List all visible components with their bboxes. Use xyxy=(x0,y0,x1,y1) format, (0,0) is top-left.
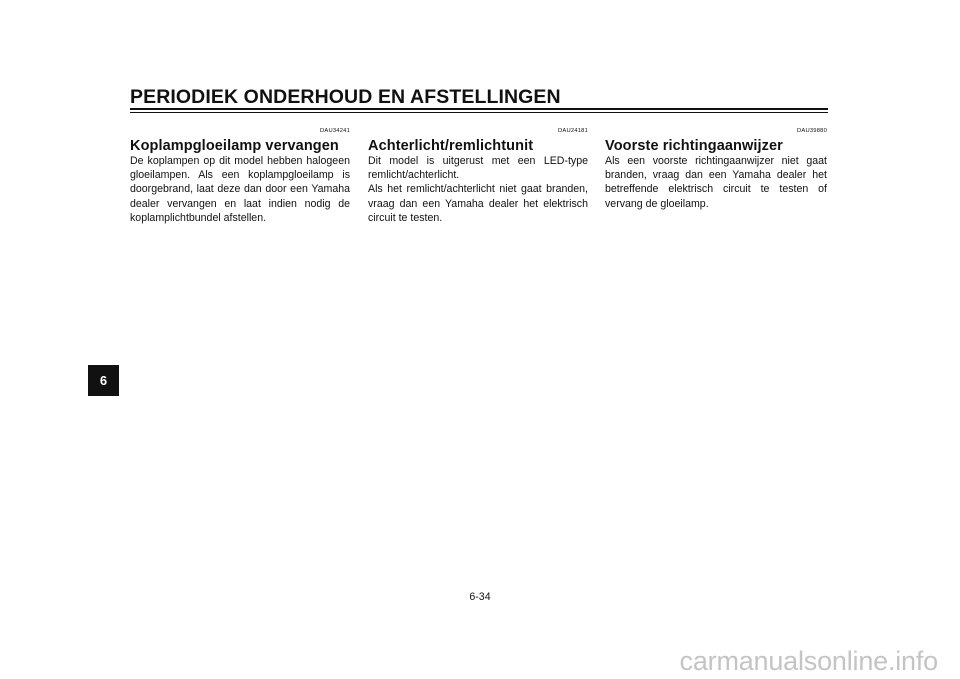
section-paragraph: Als het remlicht/achterlicht niet gaat branden, vraag dan een Yamaha dealer het elektrisch circuit te testen. xyxy=(368,183,588,224)
section-achterlicht xyxy=(368,127,588,225)
header-rule-thick xyxy=(130,108,828,110)
section-paragraph: De koplampen op dit model hebben halogeen gloeilampen. Als een koplampgloeilamp is doorgebrand, laat deze dan door een Yamaha dealer vervangen en laat indien nodig de koplamplichtbundel afstellen. xyxy=(130,155,350,224)
section-heading: Achterlicht/remlichtunit xyxy=(368,138,534,154)
watermark: carmanualsonline.info xyxy=(679,646,938,676)
section-paragraph: Dit model is uitgerust met een LED-type remlicht/achterlicht. xyxy=(368,155,588,182)
page-title: PERIODIEK ONDERHOUD EN AFSTELLINGEN xyxy=(130,86,561,108)
section-heading: Koplampgloeilamp vervangen xyxy=(130,138,339,154)
section-heading: Voorste richtingaanwijzer xyxy=(605,138,783,154)
chapter-tab: 6 xyxy=(88,365,119,396)
section-code: DAU39880 xyxy=(797,128,827,134)
section-code: DAU24181 xyxy=(558,128,588,134)
page-number: 6-34 xyxy=(469,591,491,603)
section-richtingaanwijzer xyxy=(605,127,827,211)
section-koplampgloeilamp xyxy=(130,127,350,225)
section-code: DAU34241 xyxy=(320,128,350,134)
header-rule-thin xyxy=(130,112,828,113)
section-paragraph: Als een voorste richtingaanwijzer niet gaat branden, vraag dan een Yamaha dealer het betreffende elektrisch circuit te testen of vervang de gloeilamp. xyxy=(605,155,827,210)
